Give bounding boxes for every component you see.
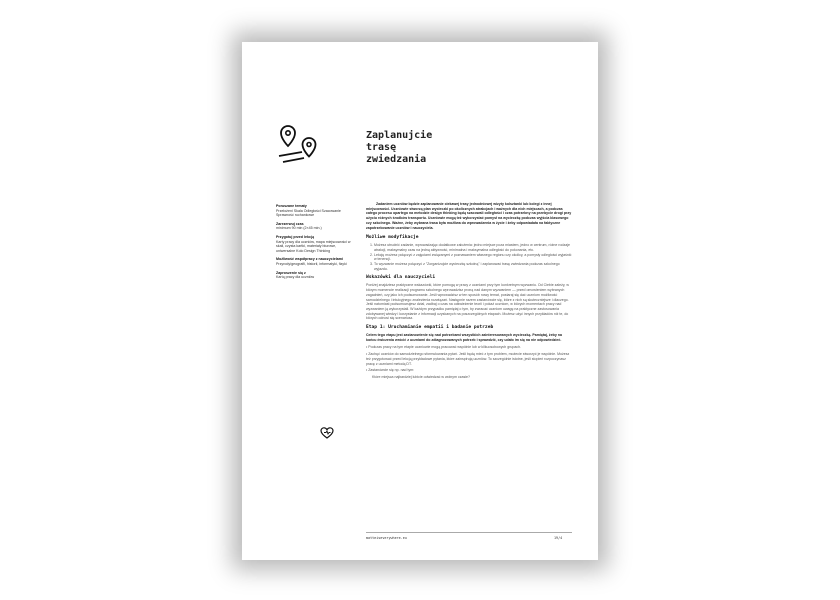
sidebar-heading: Przygotuj przed lekcją bbox=[276, 234, 314, 239]
sidebar-heading: Poruszane tematy bbox=[276, 204, 307, 208]
title-line-3: zwiedzania bbox=[366, 154, 427, 165]
list-item: 2. Lekcję możesz połączyć z zajęciami związanymi z poznawaniem własnego regionu czy okolicy, a pomysły odległości wyjaśnić w tenencji. bbox=[374, 253, 572, 262]
page-title bbox=[366, 130, 516, 166]
sidebar-group bbox=[276, 204, 354, 218]
sidebar-group bbox=[276, 271, 354, 280]
footer-url: matteiseverywhere.eu bbox=[366, 536, 407, 540]
sidebar-info bbox=[276, 204, 354, 284]
map-pin-route-icon bbox=[276, 122, 322, 168]
sidebar-value: minimum 90 min (2×45 min.) bbox=[276, 226, 322, 231]
stage-heading: Etap 1: Uruchamianie empatii i badanie potrzeb bbox=[366, 325, 494, 331]
main-content bbox=[366, 202, 572, 380]
sidebar-heading: Zarezerwuj czas bbox=[276, 221, 304, 226]
list-item: 3. To wyzwanie możesz połączyć z "Zorganizujcie wycieczkę szkolną" i zaplanować trasę zwiedzania podczas szkolnego wyjazdu. bbox=[374, 262, 572, 271]
list-item: 1. Możesz utrudnić zadanie, wprowadzając dodatkowe założenia: jedno miejsce poza miastem, jedno w centrum, różne rodzaje atrakcji, maksymalny czas na jedną aktywność, minimalna i maksymalna odległość do pokonania, etc. bbox=[374, 243, 572, 252]
sidebar-heading: Możliwość współpracy z nauczycielami bbox=[276, 257, 343, 262]
sidebar-group bbox=[276, 257, 354, 266]
list-item: • Podczas pracy na tym etapie uczniowie mogą pracować wspólnie lub w kilkuosobowych grupach. bbox=[366, 345, 572, 350]
footer-divider bbox=[366, 532, 572, 533]
title-line-2: trasę bbox=[366, 142, 397, 153]
sub-bullet: Które miejsca najbardziej lubicie odwiedzać w wolnym czasie? bbox=[372, 374, 470, 379]
teacher-tips-heading: Wskazówki dla nauczycieli bbox=[366, 275, 436, 281]
sidebar-group bbox=[276, 235, 354, 253]
lead-paragraph: Zadaniem uczniów będzie zaplanowanie ciekawej trasy jednodniowej wizyty kolsztanki lub kolegi z innej miejscowości. Uczniowie stworzą plan wycieczki po okolicznych atrakcjach i ważnych dla nich miejscach, a podczas całego procesu oparłego na metodzie design thinking będą szacowali odległości i czas potrzebny na przebycie drogi przy użyciu różnych środków transportu. Uczniowie mogą też wykorzystać pomysł na wycieczkę podczas wyjścia klasowego czy szkolnego. Ważne, żeby wybrana trasa była możliwa do wprowadzenia w życie i żeby odpowiadała na faktyczne zapotrzebowanie uczniów i nauczyciela. bbox=[366, 202, 572, 230]
modifications-list bbox=[366, 243, 572, 271]
sidebar-value: Przełożeni Skala Odległości Szacowanie Sprawność ruchankowe bbox=[276, 208, 341, 218]
list-item: • Zachęć uczniów do samodzielnego sformułowania pytań. Jeśli będą mieć z tym problem, możecie stworzyć je wspólnie. Możesz też przygotować przed lekcją przykładowe pytania, które zainspirują uczniów. To szczególnie istotne, jeśli stopień rozpoczynasz pracę z uczniami metodą DT. bbox=[366, 352, 572, 366]
sidebar-value: Karty pracy dla uczniów, mapa miejscowości w skali, czysta kartki, materiały biurowe, uniwersalne Kolo Design Thinking bbox=[276, 239, 351, 253]
document-page bbox=[242, 42, 598, 560]
sidebar-value: Kartą pracy dla uczniów bbox=[276, 275, 315, 280]
teacher-tips-paragraph: Poniżej znajdziesz praktyczne wskazówki, które pomogą w pracy z uczniami przy tym konkretnym wyzwaniu. Od Ciebie zależy, w którym momencie realizacji programu szkolnego wprowadzisz proną nad danym wyzwaniem — przed omowieniem wybranych zagadnień, czy jako ich podsumowanie. Jeśli wprowadzisz w ten sposób nowy temat, postaraj się dać uczniom możliwość samodzielnego i intuicyjnego znalezienia rozwiązań. Następnie razem zastanówcie się, które z nich są skuteczniejsze i dlaczego. Jeśli natomiast podsumowujesz dział, zadbaj o czas na odświeżenie teorii i pokaż uczniom, w których momentach pracy nad wyzwaniem ją wykorzystali. W każdym przypadku pamiętaj o tym, by zwracać uczniom uwagę na praktyczne zastosowania zdobywanej wiedzy i korzystanie z informacji uzyskanych na poszczególnych etapach. Możesz użyć innych przykładów niż te, do których odnosi się scenariusz. bbox=[366, 283, 569, 321]
title-line-1: Zaplanujcie bbox=[366, 130, 433, 141]
heart-icon bbox=[320, 426, 334, 440]
sidebar-value: Przyrody/geografii, historii, informatyki, fizyki bbox=[276, 261, 347, 266]
sidebar-heading: Zaproszenie się z bbox=[276, 270, 306, 275]
modifications-heading: Możliwe modyfikacje bbox=[366, 235, 419, 241]
page-number: 19/4 bbox=[554, 536, 563, 540]
stage-lead: Celem tego etapu jest zastanowienie się nad potrzebami wszystkich zainteresowanych wycieczką. Pamiętaj, żeby na końcu ćwiczenia wrócić z uczniami do zdiagnozowanych potrzeb i sprawdzić, czy udało im się na nie odpowiedzieć. bbox=[366, 333, 562, 342]
list-item: • Zastanówcie się np. nad tym: bbox=[366, 368, 572, 373]
sidebar-group bbox=[276, 222, 354, 231]
stage-bullets bbox=[366, 345, 572, 373]
